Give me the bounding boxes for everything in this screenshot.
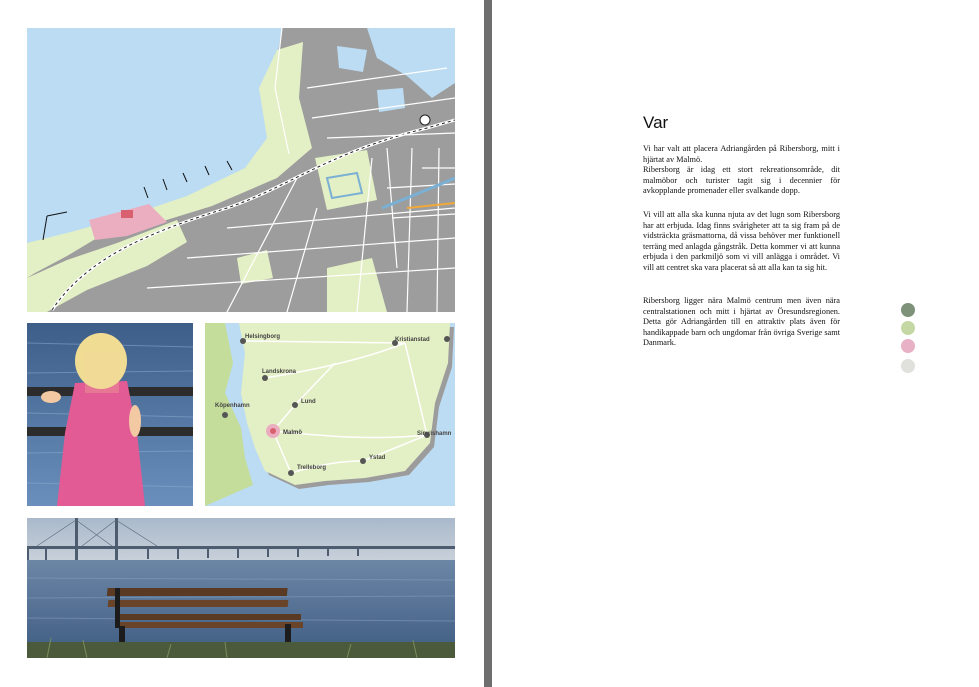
bench-and-bridge-photo [27, 518, 455, 658]
page-spine-divider [484, 0, 492, 687]
city-label-kristianstad: Kristianstad [395, 337, 430, 343]
city-label-kopenhamn: Köpenhamn [215, 403, 250, 409]
intro-paragraph [643, 144, 840, 197]
city-map-graphic [27, 28, 455, 312]
girl-by-water-photo [27, 323, 193, 506]
city-label-simrishamn: Simrishamn [417, 431, 452, 437]
location-paragraph: Ribersborg ligger nära Malmö centrum men även nära centralstationen och mitt i hjärtat av Öresundsregionen. Detta gör Adriangården till en attraktiv plats även för handikappade barn och ungdomar från övriga Sverige samt Danmark. [643, 296, 840, 348]
accessibility-paragraph: Vi vill att alla ska kunna njuta av det lugn som Ribersborg har att erbjuda. Idag finns svårigheter att ta sig fram på de vidsträckta gräsmattorna, då vissa behöver mer funktionell terräng med anlagda gångstråk. Detta kommer vi att kunna erbjuda i den parkmiljö som vi vill anlägga i området. Vi vill att centret ska vara placerat så att alla kan ta sig hit. [643, 210, 840, 272]
region-map-graphic [205, 323, 455, 506]
city-label-lund: Lund [301, 399, 316, 405]
color-dot-light-gray [901, 359, 915, 373]
color-dot-light-green [901, 321, 915, 335]
city-label-ystad: Ystad [369, 455, 386, 461]
region-map [205, 323, 455, 506]
city-label-trelleborg: Trelleborg [297, 465, 327, 471]
intro-paragraph-line-1: Vi har valt att placera Adriangården på Ribersborg, mitt i hjärtat av Malmö. [643, 144, 840, 164]
ribersborg-city-map [27, 28, 455, 312]
city-label-malmo: Malmö [283, 430, 303, 436]
page-title: Var [643, 113, 669, 132]
bench-photo-graphic [27, 518, 455, 658]
color-dot-dark-green [901, 303, 915, 317]
city-label-landskrona: Landskrona [262, 369, 297, 375]
girl-photo-graphic [27, 323, 193, 506]
city-label-helsingborg: Helsingborg [245, 334, 281, 340]
color-dot-pink [901, 339, 915, 353]
intro-paragraph-line-2: Ribersborg är idag ett stort rekreationsområde, dit malmöbor och turister tagit sig i decennier för avkopplande promenader eller svalkande dopp. [643, 165, 840, 196]
